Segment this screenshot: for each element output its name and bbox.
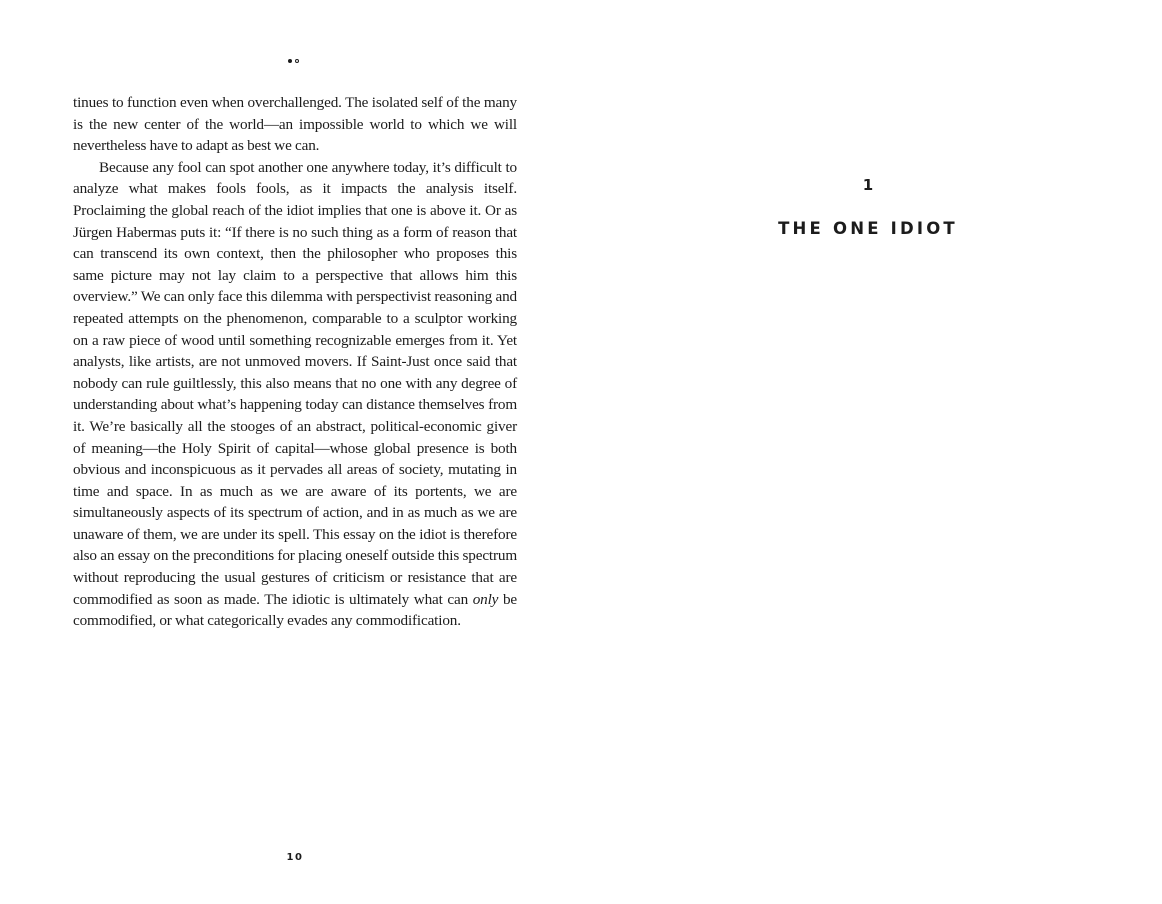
paragraph-continuation: tinues to function even when overchallenged. The isolated self of the many is the new center of the world—an impossible world to which we will nevertheless have to adapt as best we can.: [73, 94, 517, 155]
right-page: [581, 0, 1162, 904]
paragraph-text-end: be commodified, or what categorically evades any commodification.: [73, 590, 517, 630]
hollow-dot-icon: [295, 59, 299, 63]
paragraph: [73, 157, 517, 632]
body-text: [73, 92, 517, 632]
paragraph-text: Because any fool can spot another one anywhere today, it’s difficult to analyze what makes fools fools, as it impacts the analysis itself. Proclaiming the global reach of the idiot implies that one is above it. Or as Jürgen Habermas puts it: “If there is no such thing as a form of reason that can transcend its own context, then the philosopher who proposes this same picture may not lay claim to a perspective that allows him this overview.” We can only face this dilemma with perspectivist reasoning and repeated attempts on the phenomenon, comparable to a sculptor working on a raw piece of wood until something recognizable emerges from it. Yet analysts, like artists, are not unmoved movers. If Saint-Just once said that nobody can rule guiltlessly, this also means that no one with any degree of understanding about what’s happening today can distance themselves from it. We’re basically all the stooges of an abstract, political-economic giver of meaning—the Holy Spirit of capital—whose global presence is both obvious and inconspicuous as it pervades all areas of society, mutating in time and space. In as much as we are aware of its portents, we are simultaneously aspects of its spectrum of action, and in as much as we are unaware of them, we are under its spell. This essay on the idiot is therefore also an essay on the preconditions for placing oneself outside this spectrum without reproducing the usual gestures of criticism or resistance that are commodified as soon as made. The idiotic is ultimately what can: [73, 158, 517, 608]
chapter-number: 1: [862, 176, 874, 194]
filled-dot-icon: [288, 59, 292, 63]
page-number: 10: [286, 852, 304, 863]
chapter-title: THE ONE IDIOT: [778, 219, 958, 238]
emphasis-text: only: [472, 590, 499, 608]
section-marker: [288, 57, 304, 65]
